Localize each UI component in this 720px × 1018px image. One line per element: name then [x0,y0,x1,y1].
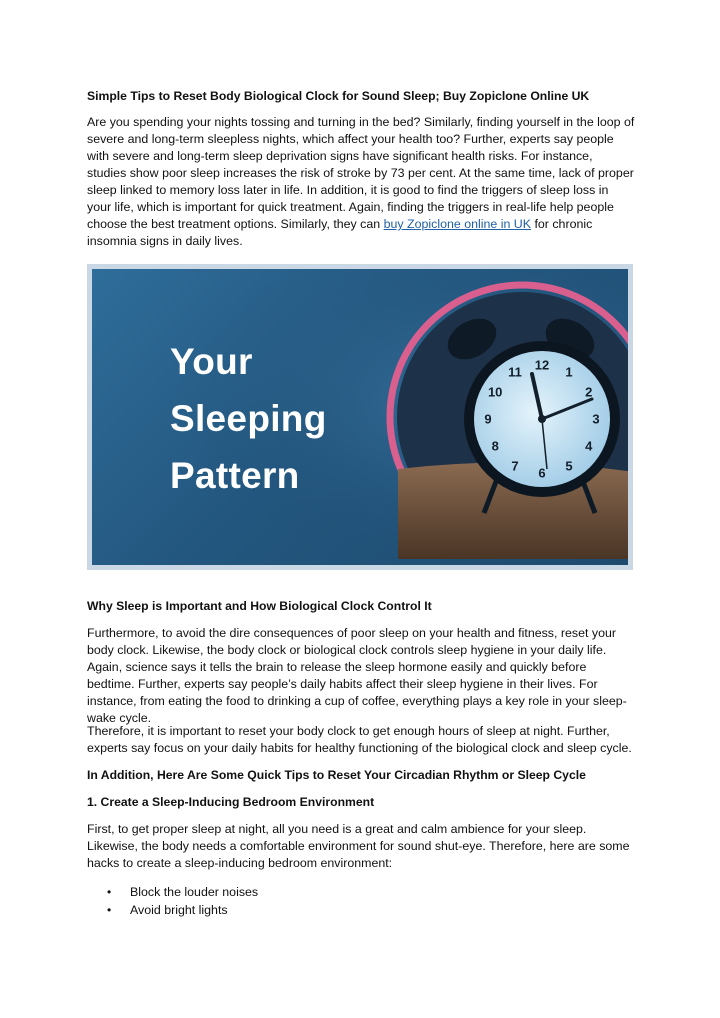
clock-numeral: 12 [534,357,550,373]
section1-paragraph-2: Therefore, it is important to reset your body clock to get enough hours of sleep at night. Further, experts say focus on your daily habits for healthy functioning of the biological clock and sleep cycle. [87,724,632,755]
intro-paragraph [87,114,635,250]
clock-numeral: 5 [565,458,573,474]
tips-bullet-list [87,884,635,920]
clock-numeral: 9 [484,411,492,427]
section1-paragraph-1: Furthermore, to avoid the dire consequences of poor sleep on your health and fitness, reset your body clock. Likewise, the body clock or biological clock controls sleep hygiene in your daily life. Again, science says it tells the brain to release the sleep hormone easily and quickly before bedtime. Further, experts say people’s daily habits affect their sleep hygiene in their lives. For instance, from eating the food to drinking a cup of coffee, everything plays a key role in your sleep-wake cycle. [87,626,627,725]
section3-paragraph-1: First, to get proper sleep at night, all you need is a great and calm ambience for your sleep. Likewise, the body needs a comfortable environment for sound shut-eye. Therefore, here are some hacks to create a sleep-inducing bedroom environment: [87,822,630,870]
banner-heading [170,333,327,504]
clock-numeral: 2 [585,384,593,400]
clock-numeral: 10 [487,384,503,400]
banner-line-3: Pattern [170,455,300,496]
clock-numeral: 3 [592,411,600,427]
intro-text: Are you spending your nights tossing and turning in the bed? Similarly, finding yourself in the loop of severe and long-term sleepless nights, which affect your health too? Further, experts say people with severe and long-term sleep deprivation signs have significant health risks. For instance, studies show poor sleep increases the risk of stroke by 73 per cent. At the same time, lack of proper sleep linked to memory loss later in life. In addition, it is good to find the triggers of sleep loss in your life, which is important for quick treatment. Again, finding the triggers in real-life help people choose the best treatment options. Similarly, they can [87,115,635,231]
list-item-text: Block the louder noises [130,885,259,899]
clock-numeral: 8 [491,438,499,454]
clock-numeral: 1 [565,364,573,380]
list-item [87,884,635,902]
zopiclone-link[interactable]: buy Zopiclone online in UK [383,217,532,231]
clock-numeral: 6 [538,465,546,481]
list-item-text: Avoid bright lights [130,903,228,917]
bullet-icon: • [107,885,112,899]
document-title: Simple Tips to Reset Body Biological Clock for Sound Sleep; Buy Zopiclone Online UK [87,89,590,103]
section-heading-why-sleep: Why Sleep is Important and How Biological Clock Control It [87,599,432,613]
bullet-icon: • [107,903,112,917]
clock-numeral: 4 [585,438,593,454]
banner-line-2: Sleeping [170,398,327,439]
clock-numeral: 7 [511,458,519,474]
section-heading-bedroom: 1. Create a Sleep-Inducing Bedroom Environment [87,795,375,809]
banner-line-1: Your [170,341,253,382]
list-item [87,902,635,920]
intro-text-end: for chronic insomnia signs in daily lives. [87,217,593,248]
section-heading-quick-tips: In Addition, Here Are Some Quick Tips to Reset Your Circadian Rhythm or Sleep Cycle [87,768,586,782]
banner-background [92,269,628,565]
clock-center [538,415,546,423]
sleeping-pattern-image [87,264,633,570]
clock-numeral: 11 [508,364,522,380]
